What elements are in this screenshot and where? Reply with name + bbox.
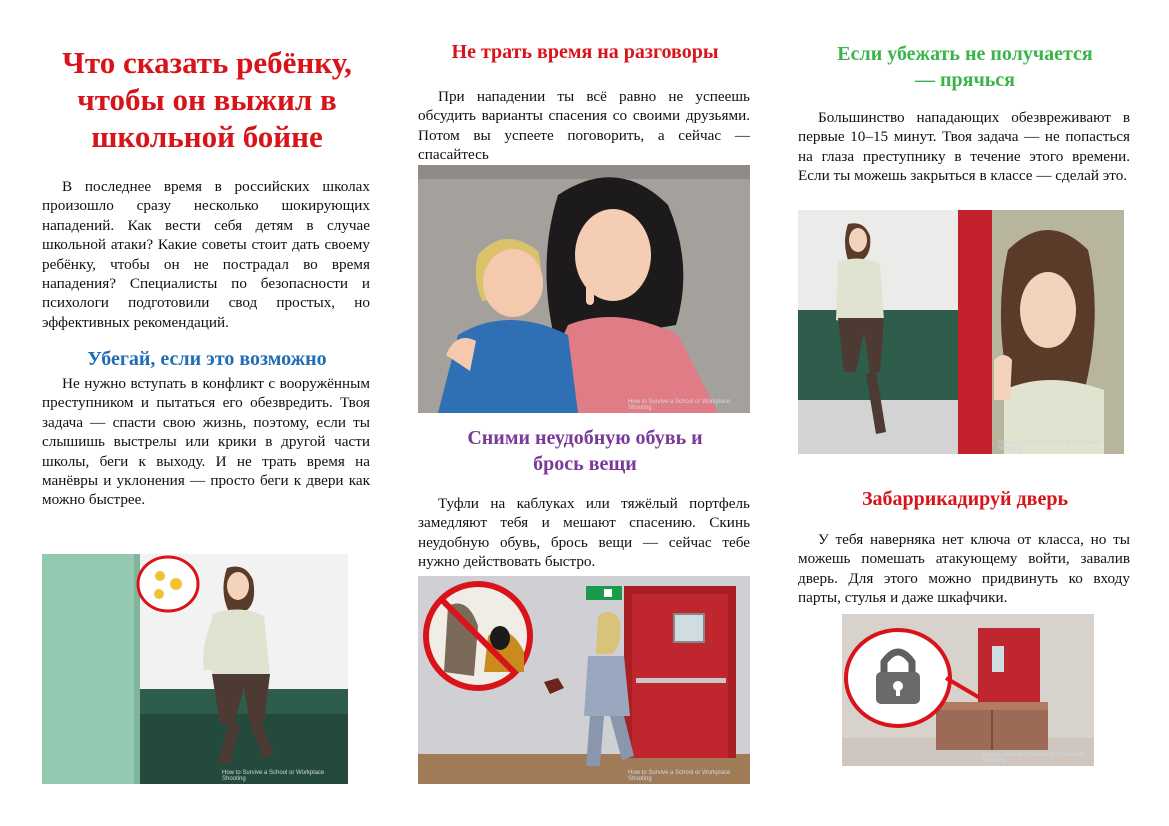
run-paragraph: Не нужно вступать в конфликт с вооружённым преступником и пытаться его обезвредить. Твоя задача — спасти свою жизнь, поэтому, если ты слышишь выстрелы или крики в другой части школы, беги к выходу. И не трать время на манёвры и уклонения — просто беги к двери как можно быстрее. [42,375,370,509]
illustration-exit-door [418,576,750,784]
heading-no-talking: Не трать время на разговоры [451,41,719,63]
column-left [42,0,372,826]
illustration-barricade [842,614,1094,766]
heading-run: Убегай, если это возможно [87,348,327,370]
heading-hide-line1: Если убежать не получается [837,43,1093,65]
watermark: How to Survive a School or Workplace Shooting [998,440,1101,452]
heading-barricade: Забаррикадируй дверь [861,488,1069,510]
gunshot-burst-icon [138,557,198,611]
watermark: How to Survive a School or Workplace Shooting [222,770,325,782]
watermark: How to Survive a School or Workplace Shooting [628,399,731,411]
running-woman-svg [42,554,348,784]
column-right [798,0,1132,826]
illustration-hush [418,165,750,413]
illustration-running-woman [42,554,348,784]
heading-shoes [418,427,752,476]
heading-shoes-line1: Сними неудобную обувь и [467,427,703,449]
no-talking-paragraph: При нападении ты всё равно не успеешь обсудить варианты спасения со своими друзьями. Потом вы успеете поговорить, а сейчас — спасайтесь [418,88,750,164]
hush-svg [418,165,750,413]
barricade-svg [842,614,1094,766]
hiding-svg [798,210,1124,454]
page-title: Что сказать ребёнку, чтобы он выжил в школьной бойне [62,45,352,154]
heading-hide [798,41,1132,93]
no-sign-icon [426,584,530,688]
heading-hide-line2: — прячься [914,69,1016,91]
intro-paragraph: В последнее время в российских школах произошло сразу несколько шокирующих нападений. Как вести себя детям в случае школьной атаки? Какие советы стоит дать своему ребёнку, чтобы он не пострадал во время нападения? Специалисты по безопасности и психологи подготовили свод простых, но эффективных рекомендаций. [42,178,370,331]
column-middle [418,0,752,826]
watermark: How to Survive a School or Workplace Shooting [628,770,731,782]
heading-shoes-line2: брось вещи [533,453,637,475]
hide-paragraph: Большинство нападающих обезвреживают в первые 10–15 минут. Твоя задача — не попасться на глаза преступнику в течение этого времени. Если ты можешь закрыться в классе — сделай это. [798,109,1130,185]
shoes-paragraph: Туфли на каблуках или тяжёлый портфель замедляют тебя и мешают спасению. Скинь неудобную обувь, брось вещи — сейчас тебе нужно действовать быстро. [418,495,750,571]
watermark: How to Survive a School or Workplace Shooting [982,752,1085,764]
exit-sign-icon [586,586,622,600]
exit-door-svg [418,576,750,784]
padlock-icon [846,630,950,726]
barricade-paragraph: У тебя наверняка нет ключа от класса, но ты можешь помешать атакующему войти, завалив дверь. Для этого можно придвинуть ко входу парты, стулья и даже шкафчики. [798,531,1130,607]
illustration-hiding [798,210,1124,454]
